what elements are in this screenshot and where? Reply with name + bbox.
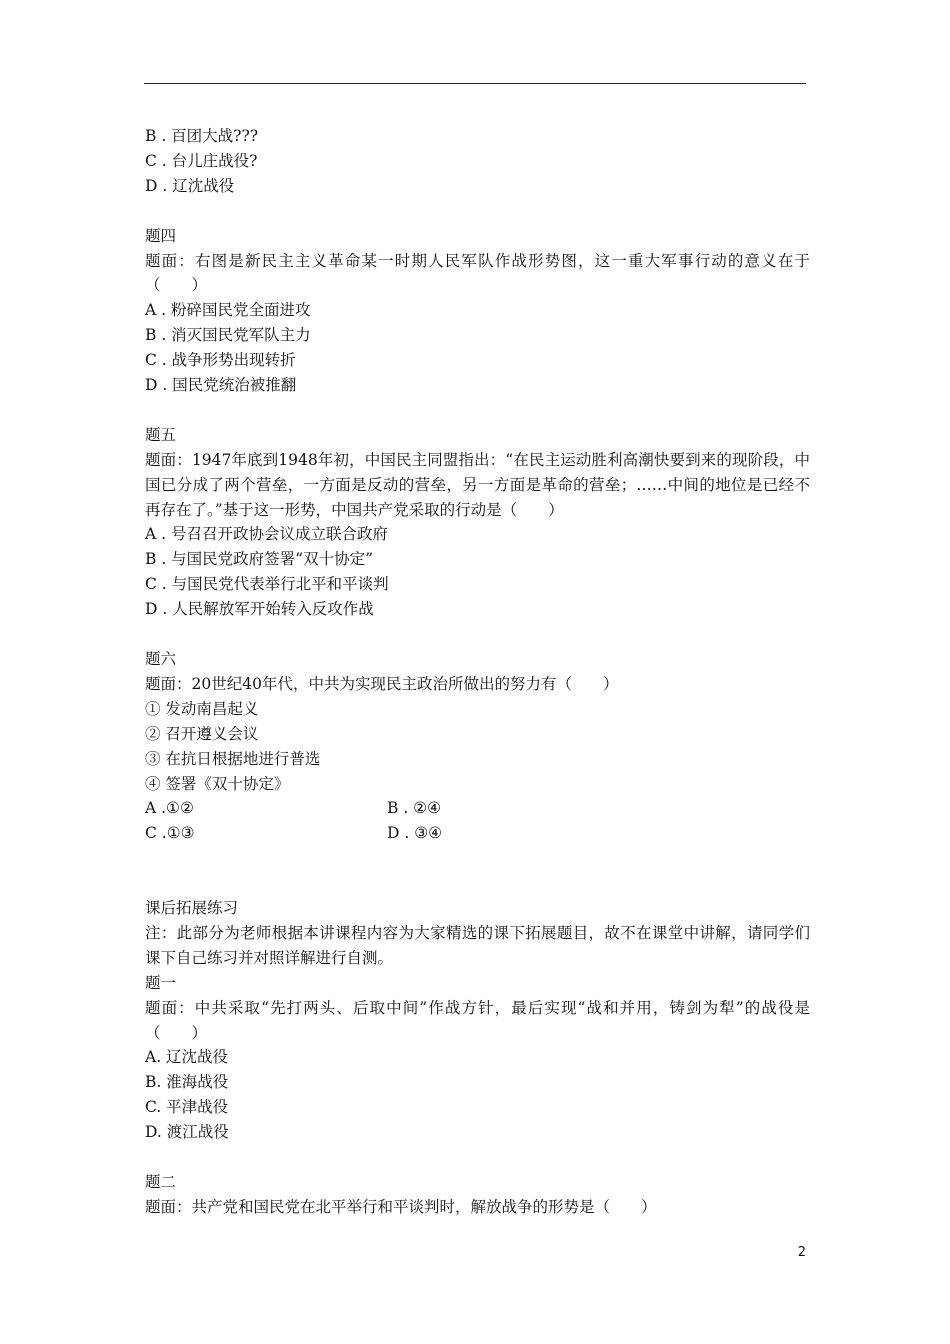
q4-option-b: B . 消灭国民党军队主力 xyxy=(145,326,311,345)
ext-q2-stem: 题面：共产党和国民党在北平举行和平谈判时，解放战争的形势是（ ） xyxy=(145,1197,657,1216)
q5-option-d: D . 人民解放军开始转入反攻作战 xyxy=(145,600,374,619)
q5-option-a: A . 号召召开政协会议成立联合政府 xyxy=(145,525,388,544)
q6-option-d: D . ③④ xyxy=(387,824,442,843)
q6-options-row-1 xyxy=(145,796,810,821)
q6-item-1: ① 发动南昌起义 xyxy=(145,699,259,718)
q6-options-row-2 xyxy=(145,821,810,846)
ext-q1-option-d: D. 渡江战役 xyxy=(145,1123,229,1142)
q6-option-a: A .①② xyxy=(145,799,194,818)
q4-option-a: A . 粉碎国民党全面进攻 xyxy=(145,301,311,320)
q6-item-4: ④ 签署《双十协定》 xyxy=(145,774,290,793)
ext-heading: 课后拓展练习 xyxy=(145,899,239,918)
q6-stem: 题面：20世纪40年代，中共为实现民主政治所做出的努力有（ ） xyxy=(145,674,619,693)
q6-title: 题六 xyxy=(145,649,177,668)
q4-option-c: C . 战争形势出现转折 xyxy=(145,351,296,370)
q5-option-c: C . 与国民党代表举行北平和平谈判 xyxy=(145,575,389,594)
q5-stem: 题面：1947年底到1948年初，中国民主同盟指出：“在民主运动胜利高潮快要到来的现阶段，中国已分成了两个营垒，一方面是反动的营垒，另一方面是革命的营垒；……中间的地位是已经不再存在了。”基于这一形势，中国共产党采取的行动是（ ） xyxy=(145,450,810,519)
q5-option-b: B . 与国民党政府签署“双十协定” xyxy=(145,550,374,569)
ext-q1-stem: 题面：中共采取“先打两头、后取中间”作战方针，最后实现“战和并用，铸剑为犁”的战役是（ ） xyxy=(145,998,810,1042)
q4-title: 题四 xyxy=(145,226,177,245)
q6-item-3: ③ 在抗日根据地进行普选 xyxy=(145,749,321,768)
q4-stem: 题面：右图是新民主主义革命某一时期人民军队作战形势图，这一重大军事行动的意义在于（ ） xyxy=(145,251,810,295)
ext-q2-title: 题二 xyxy=(145,1172,177,1191)
q3-option-d: D . 辽沈战役 xyxy=(145,176,235,195)
q3-option-b: B . 百团大战??? xyxy=(145,127,259,145)
q4-option-d: D . 国民党统治被推翻 xyxy=(145,376,297,395)
page-content xyxy=(145,124,810,1220)
ext-q1-option-b: B. 淮海战役 xyxy=(145,1073,229,1092)
ext-q1-option-c: C. 平津战役 xyxy=(145,1098,229,1117)
ext-q1-option-a: A. 辽沈战役 xyxy=(145,1048,229,1067)
q6-item-2: ② 召开遵义会议 xyxy=(145,724,259,743)
page-number: 2 xyxy=(797,1245,806,1260)
q6-option-c: C .①③ xyxy=(145,824,195,843)
ext-note: 注：此部分为老师根据本讲课程内容为大家精选的课下拓展题目，故不在课堂中讲解，请同学们课下自己练习并对照详解进行自测。 xyxy=(145,923,810,967)
q3-option-c: C . 台儿庄战役? xyxy=(145,151,258,170)
ext-q1-title: 题一 xyxy=(145,973,177,992)
header-rule xyxy=(144,83,806,84)
q5-title: 题五 xyxy=(145,425,177,444)
q6-option-b: B . ②④ xyxy=(387,799,441,818)
